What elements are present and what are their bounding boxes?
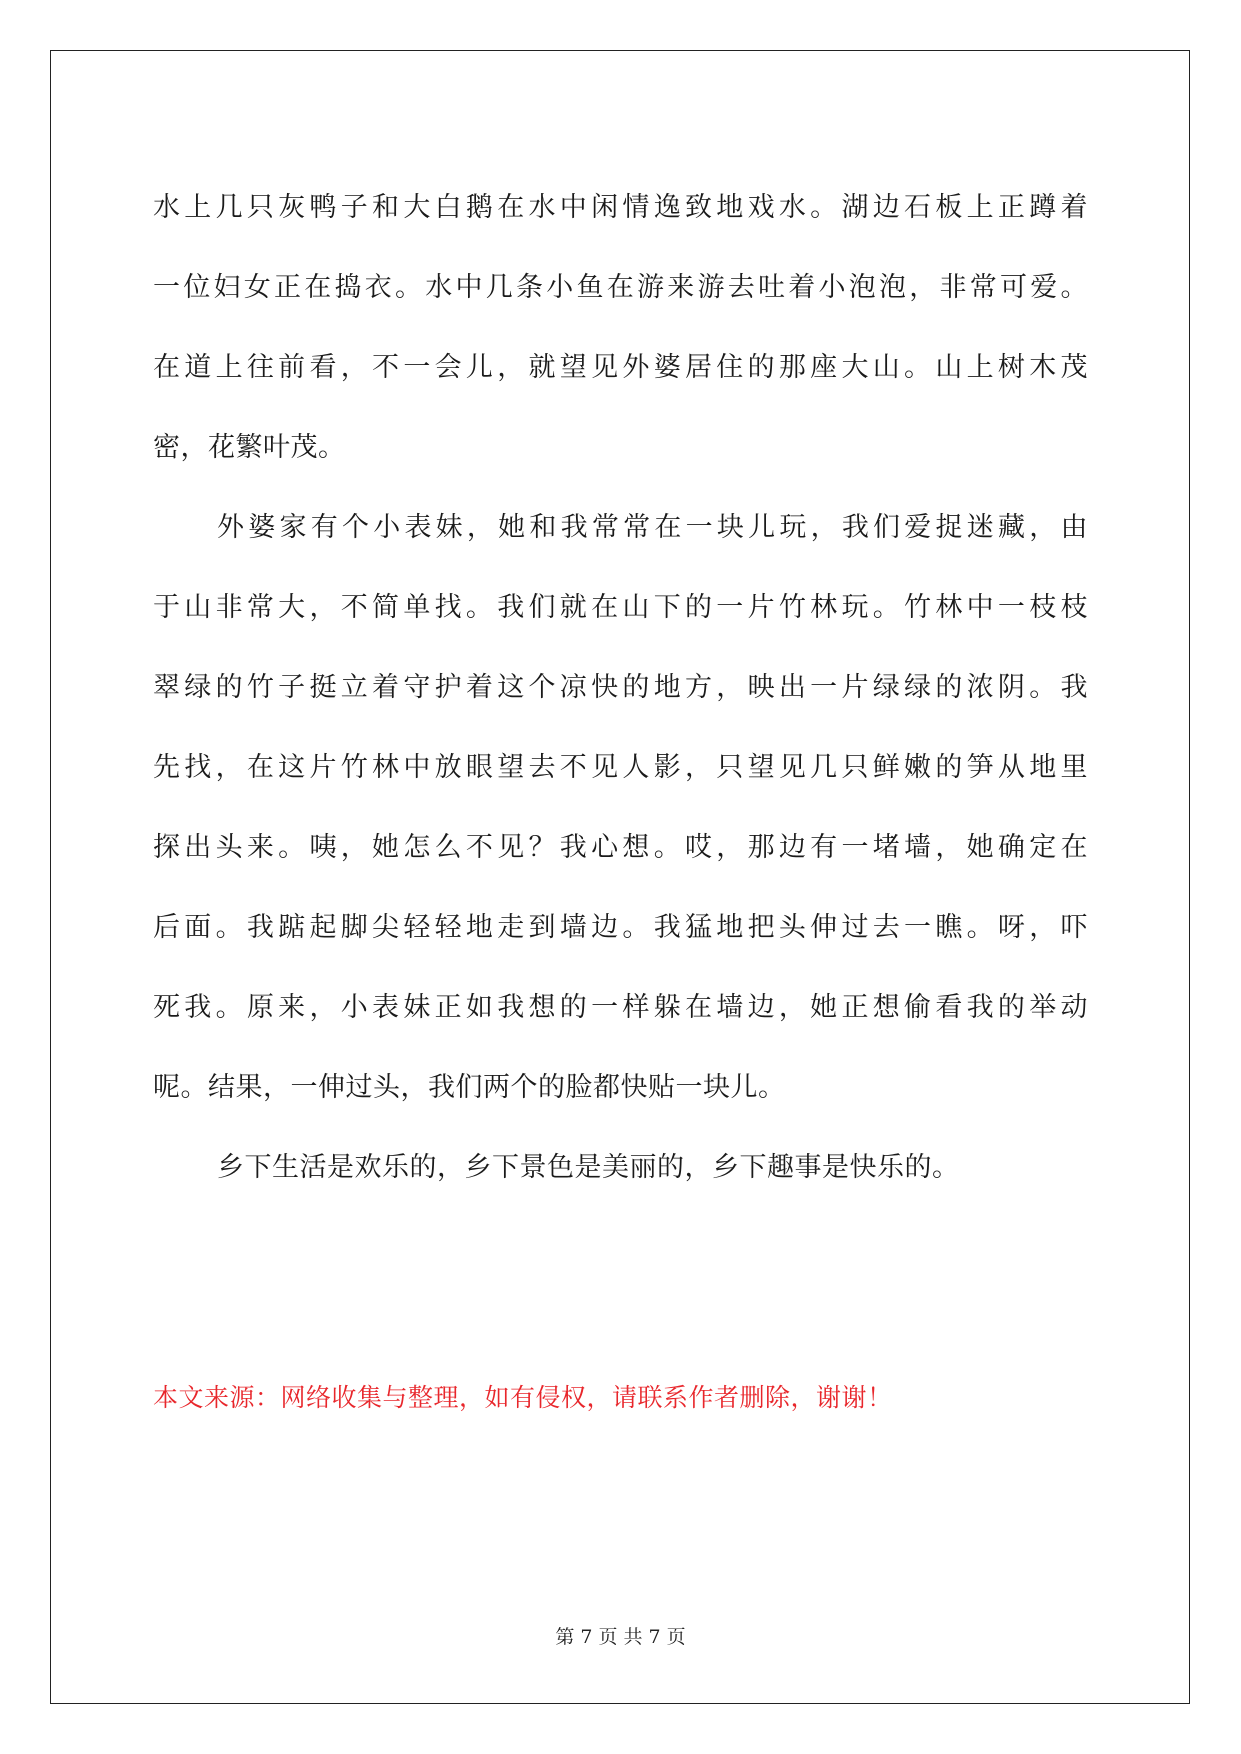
body-line: 后面。我踮起脚尖轻轻地走到墙边。我猛地把头伸过去一瞧。呀，吓 — [153, 912, 1088, 943]
body-line: 乡下生活是欢乐的，乡下景色是美丽的，乡下趣事是快乐的。 — [217, 1152, 960, 1183]
body-line: 呢。结果，一伸过头，我们两个的脸都快贴一块儿。 — [153, 1072, 786, 1103]
body-line: 在道上往前看，不一会儿，就望见外婆居住的那座大山。山上树木茂 — [153, 352, 1088, 383]
body-line: 先找，在这片竹林中放眼望去不见人影，只望见几只鲜嫩的笋从地里 — [153, 752, 1088, 783]
body-line: 死我。原来，小表妹正如我想的一样躲在墙边，她正想偷看我的举动 — [153, 992, 1088, 1023]
body-line: 翠绿的竹子挺立着守护着这个凉快的地方，映出一片绿绿的浓阴。我 — [153, 672, 1088, 703]
source-disclaimer: 本文来源：网络收集与整理，如有侵权，请联系作者删除，谢谢！ — [153, 1383, 893, 1412]
body-line: 一位妇女正在捣衣。水中几条小鱼在游来游去吐着小泡泡，非常可爱。 — [153, 272, 1088, 303]
body-line: 水上几只灰鸭子和大白鹅在水中闲情逸致地戏水。湖边石板上正蹲着 — [153, 192, 1088, 223]
body-line: 外婆家有个小表妹，她和我常常在一块儿玩，我们爱捉迷藏，由 — [217, 512, 1088, 543]
body-line: 于山非常大，不简单找。我们就在山下的一片竹林玩。竹林中一枝枝 — [153, 592, 1088, 623]
article-body — [153, 168, 1088, 1208]
body-line: 探出头来。咦，她怎么不见？我心想。哎，那边有一堵墙，她确定在 — [153, 832, 1088, 863]
page-number-footer: 第 7 页 共 7 页 — [555, 1626, 686, 1648]
body-line: 密，花繁叶茂。 — [153, 432, 346, 463]
